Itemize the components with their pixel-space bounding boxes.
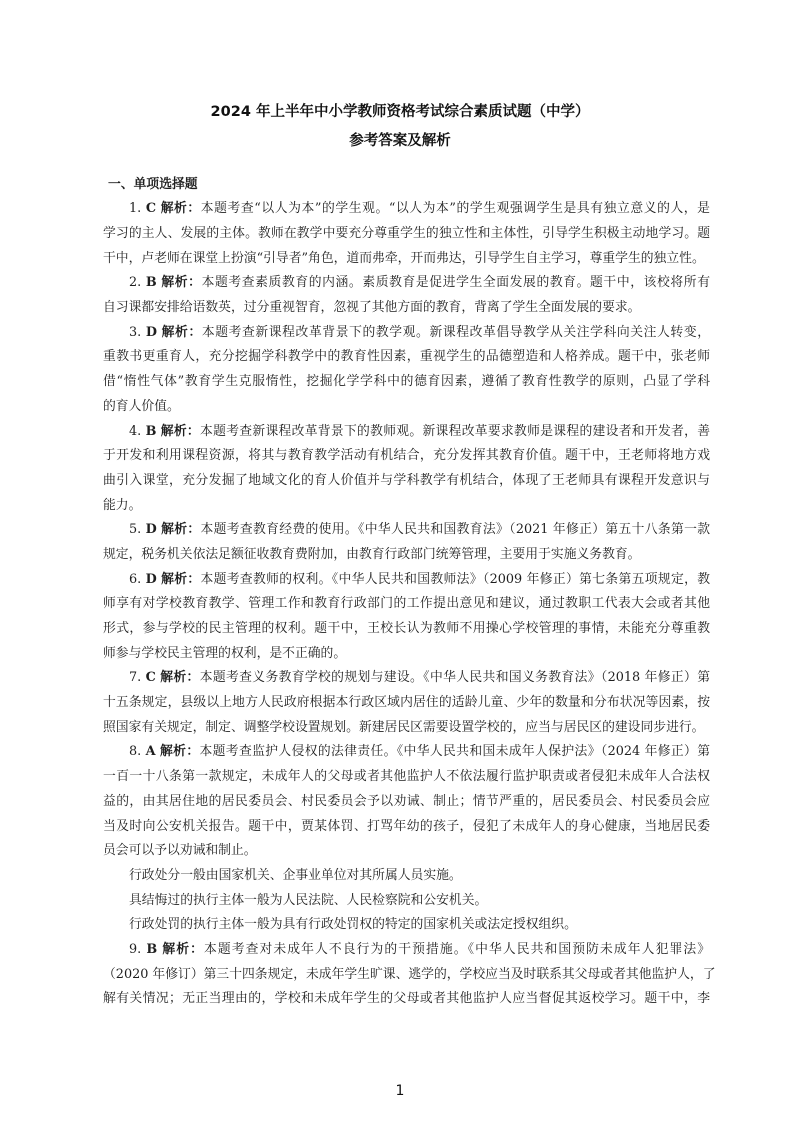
answer-text: 本题考查监护人侵权的法律责任。《中华人民共和国未成年人保护法》（2024 年修正）第	[199, 744, 711, 760]
answer-letter: B	[146, 941, 158, 957]
answer-6-line-3: 形式，参与学校的民主管理的权利。题干中，王校长认为教师不用操心学校管理的事情，未能充分尊重教	[103, 621, 710, 637]
answer-4-line-3: 曲引入课堂，充分发掘了地域文化的育人价值并与学科教学有机结合，体现了王老师具有课程开发意识与	[103, 472, 710, 488]
document-title: 2024 年上半年中小学教师资格考试综合素质试题（中学）	[210, 104, 590, 120]
question-number: 5.	[129, 522, 142, 538]
answer-9-line-3: 解有关情况；无正当理由的，学校和未成年学生的父母或者其他监护人应当督促其返校学习。题干中，李	[103, 991, 710, 1007]
answer-5	[103, 518, 710, 567]
analysis-label: 解析：	[161, 275, 202, 291]
answer-letter: D	[145, 324, 157, 340]
answer-5-line-1	[103, 518, 710, 543]
answer-6-line-1	[103, 568, 710, 593]
answer-1-line-3: 干中，卢老师在课堂上扮演“引导者”角色，道而弗牵，开而弗达，引导学生自主学习，尊重学生的独立性。	[103, 250, 705, 266]
answer-letter: B	[145, 275, 157, 291]
answer-letter: C	[145, 670, 156, 686]
answer-text: 本题考查义务教育学校的规划与建设。《中华人民共和国义务教育法》（2018 年修正）第	[199, 670, 710, 686]
analysis-label: 解析：	[161, 522, 201, 538]
answer-8-line-3: 益的，由其居住地的居民委员会、村民委员会予以劝诫、制止；情节严重的，居民委员会、村民委员会应	[103, 793, 710, 809]
analysis-label: 解析：	[160, 423, 201, 439]
answer-letter: C	[145, 201, 157, 217]
note-line-1: 行政处分一般由国家机关、企事业单位对其所属人员实施。	[129, 867, 462, 883]
answer-3-line-4: 的育人价值。	[103, 398, 180, 414]
answer-8-line-2: 一百一十八条第一款规定，未成年人的父母或者其他监护人不依法履行监护职责或者侵犯未成年人合法权	[103, 769, 710, 785]
answer-7-line-3: 照国家有关规定，制定、调整学校设置规划。新建居民区需要设置学校的，应当与居民区的建设同步进行。	[103, 719, 705, 735]
answer-6-line-4: 师参与学校民主管理的权利，是不正确的。	[103, 645, 347, 661]
answer-9	[103, 938, 716, 1012]
analysis-label: 解析：	[160, 201, 201, 217]
answer-2-line-1	[103, 271, 710, 296]
answer-3-line-3: 借“惰性气体”教育学生克服惰性，挖掘化学学科中的德育因素，遵循了教育性教学的原则，凸显了学科	[103, 374, 710, 390]
analysis-label: 解析：	[162, 941, 204, 957]
analysis-label: 解析：	[160, 744, 200, 760]
answer-4-line-2: 于开发和利用课程资源，将其与教育教学活动有机结合，充分发挥其教育价值。题干中，王老师将地方戏	[103, 448, 710, 464]
question-number: 8.	[129, 744, 142, 760]
answer-2	[103, 271, 710, 320]
answer-8	[103, 740, 710, 863]
answer-text: 本题考查教师的权利。《中华人民共和国教师法》（2009 年修正）第七条第五项规定，教	[200, 571, 711, 587]
answer-7	[103, 666, 710, 740]
question-number: 7.	[129, 670, 142, 686]
answer-1-line-1	[103, 197, 710, 222]
answer-4-line-4: 能力。	[103, 497, 142, 513]
answer-5-line-2: 规定，税务机关依法足额征收教育费附加，由教育行政部门统筹管理，主要用于实施义务教育。	[103, 546, 641, 562]
answer-1	[103, 197, 710, 271]
page-number: 1	[395, 1083, 405, 1099]
answer-7-line-1	[103, 666, 710, 691]
answer-letter: D	[145, 571, 157, 587]
answer-9-line-1	[103, 938, 710, 963]
answer-letter: B	[145, 423, 157, 439]
answer-text: 本题考查“以人为本”的学生观。“以人为本”的学生观强调学生是具有独立意义的人，是	[200, 201, 710, 217]
answer-text: 本题考查对未成年人不良行为的干预措施。《中华人民共和国预防未成年人犯罪法》	[204, 941, 710, 957]
answer-2-line-2: 自习课都安排给语数英，过分重视智育，忽视了其他方面的教育，背离了学生全面发展的要求。	[103, 300, 641, 316]
question-number: 4.	[129, 423, 142, 439]
question-number: 6.	[129, 571, 142, 587]
note-line-2: 具结悔过的执行主体一般为人民法院、人民检察院和公安机关。	[129, 892, 488, 908]
answer-text: 本题考查新课程改革背景下的教师观。新课程改革要求教师是课程的建设者和开发者，善	[200, 423, 711, 439]
answer-6-line-2: 师享有对学校教育教学、管理工作和教育行政部门的工作提出意见和建议，通过教职工代表大会或者其他	[103, 596, 710, 612]
question-number: 2.	[129, 275, 142, 291]
section-heading: 一、单项选择题	[108, 176, 198, 192]
analysis-label: 解析：	[161, 571, 201, 587]
note-line-3: 行政处罚的执行主体一般为具有行政处罚权的特定的国家机关或法定授权组织。	[129, 917, 577, 933]
document-subtitle: 参考答案及解析	[349, 133, 451, 149]
answer-1-line-2: 学习的主人、发展的主体。教师在教学中要充分尊重学生的独立性和主体性，引导学生积极主动地学习。题	[103, 226, 710, 242]
answer-8-line-4: 当及时向公安机关报告。题干中，贾某体罚、打骂年幼的孩子，侵犯了未成年人的身心健康，当地居民委	[103, 818, 710, 834]
answer-text: 本题考查素质教育的内涵。素质教育是促进学生全面发展的教育。题干中，该校将所有	[201, 275, 710, 291]
answer-letter: A	[145, 744, 156, 760]
answer-4	[103, 420, 710, 519]
answer-4-line-1	[103, 420, 710, 445]
analysis-label: 解析：	[160, 670, 200, 686]
answer-content	[103, 173, 716, 1012]
question-number: 3.	[129, 324, 142, 340]
answer-text: 本题考查新课程改革背景下的教学观。新课程改革倡导教学从关注学科向关注人转变，	[201, 324, 711, 340]
answer-7-line-2: 十五条规定，县级以上地方人民政府根据本行政区域内居住的适龄儿童、少年的数量和分布状况等因素，按	[103, 695, 710, 711]
question-number: 9.	[129, 941, 142, 957]
analysis-label: 解析：	[161, 324, 202, 340]
answer-letter: D	[145, 522, 157, 538]
answer-3-line-1	[103, 321, 710, 346]
answer-8-notes	[103, 864, 710, 938]
answer-8-line-1	[103, 740, 710, 765]
answer-8-line-5: 员会可以予以劝诫和制止。	[103, 843, 257, 859]
answer-text: 本题考查教育经费的使用。《中华人民共和国教育法》（2021 年修正）第五十八条第一款	[200, 522, 711, 538]
question-number: 1.	[129, 201, 142, 217]
answer-3	[103, 321, 710, 420]
answer-6	[103, 568, 710, 667]
answer-9-line-2: （2020 年修订）第三十四条规定，未成年学生旷课、逃学的，学校应当及时联系其父母或者其他监护人，了	[103, 966, 716, 982]
answer-3-line-2: 重教书更重育人，充分挖掘学科教学中的教育性因素，重视学生的品德塑造和人格养成。题干中，张老师	[103, 349, 710, 365]
